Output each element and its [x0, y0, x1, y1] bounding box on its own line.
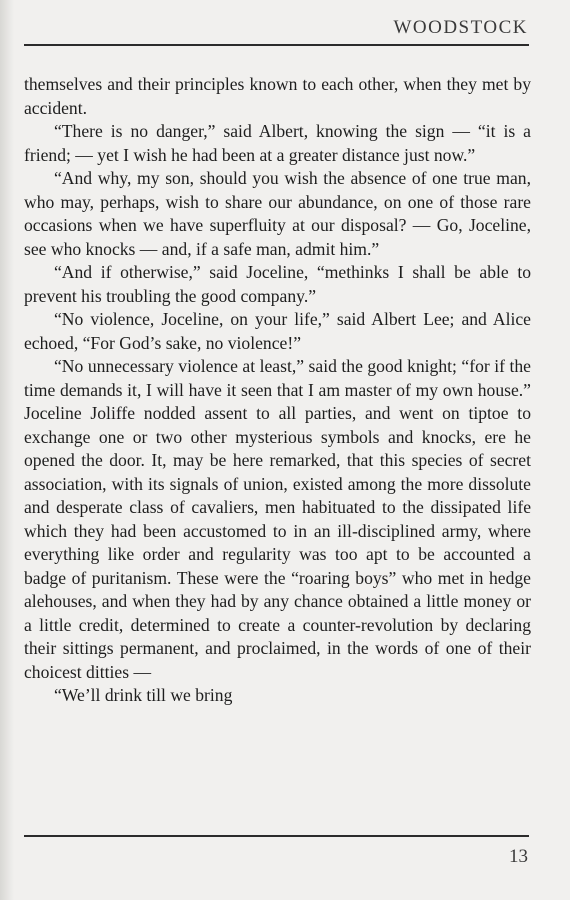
- paragraph-3: “And why, my son, should you wish the absence of one true man, who may, perhaps, wish to share our abundance, on one of those rare occasions when we have superfluity at our disposal? — Go, Joceline, see who knocks — and, if a safe man, admit him.”: [24, 168, 531, 259]
- page-gutter-shadow: [0, 0, 14, 900]
- paragraph-4: “And if otherwise,” said Joceline, “methinks I shall be able to prevent his troubling the good company.”: [24, 262, 531, 306]
- header-rule: [24, 44, 529, 46]
- paragraph-6: “No unnecessary violence at least,” said the good knight; “for if the time demands it, I will have it seen that I am master of my own house.” Joceline Joliffe nodded assent to all parties, and went on tiptoe to exchange one or two other mysterious symbols and knocks, ere he opened the door. It, may be here remarked, that this species of secret association, with its signals of union, existed among the more dissolute and desperate class of cavaliers, men habituated to the dissipated life which they had been accustomed to in an ill-disciplined army, where everything like order and regularity was too apt to be accounted a badge of puritanism. These were the “roaring boys” who met in hedge alehouses, and when they had by any chance obtained a little money or a little credit, determined to create a counter-revolution by declaring their sittings permanent, and proclaimed, in the words of one of their choicest ditties —: [24, 356, 531, 682]
- footer-rule: [24, 835, 529, 837]
- paragraph-5: “No violence, Joceline, on your life,” said Albert Lee; and Alice echoed, “For God’s sake, no violence!”: [24, 309, 531, 353]
- body-text: [24, 73, 531, 708]
- paragraph-7: “We’ll drink till we bring: [54, 685, 233, 705]
- page-number: 13: [509, 846, 528, 867]
- running-head: WOODSTOCK: [393, 17, 528, 38]
- paragraph-1: themselves and their principles known to each other, when they met by accident.: [24, 74, 531, 118]
- paragraph-2: “There is no danger,” said Albert, knowing the sign — “it is a friend; — yet I wish he had been at a greater distance just now.”: [24, 121, 531, 165]
